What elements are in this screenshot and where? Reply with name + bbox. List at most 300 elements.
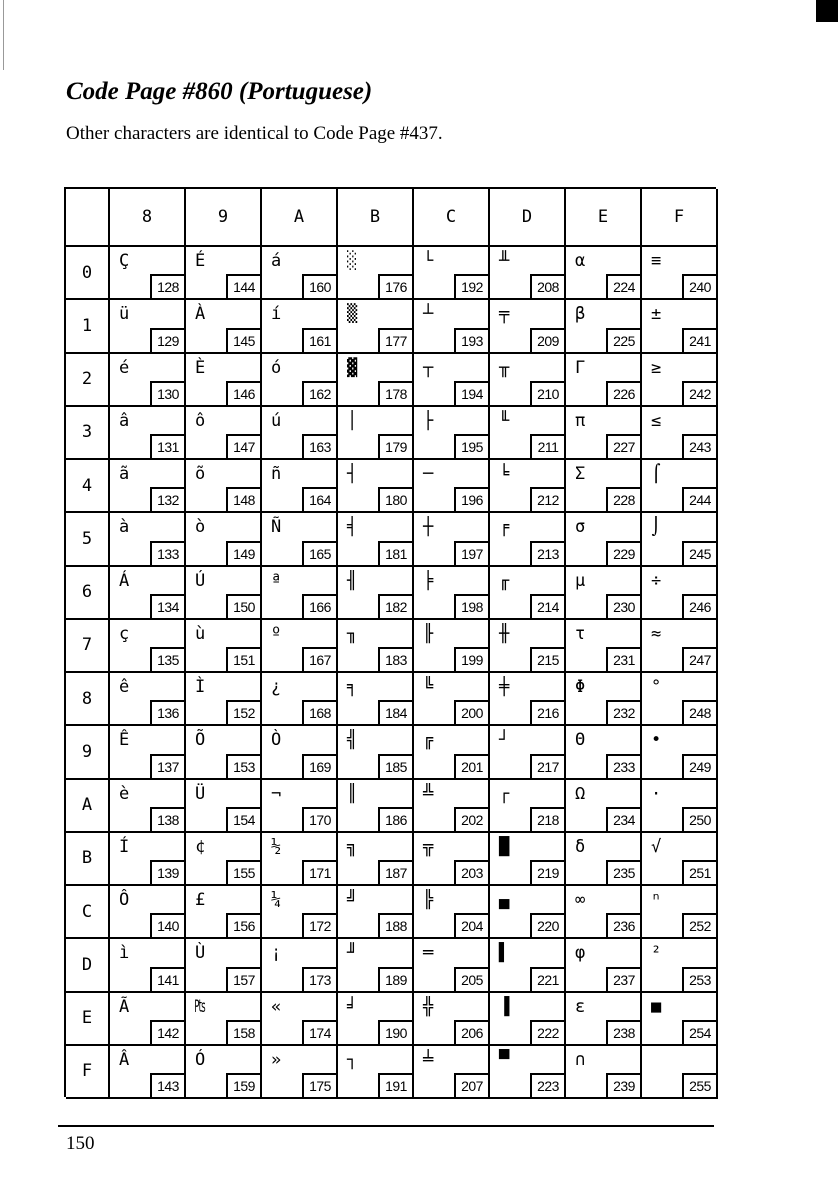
char-code: 218 <box>530 807 564 831</box>
char-cell <box>110 620 186 673</box>
char-cell <box>566 1046 642 1099</box>
char-code: 253 <box>682 967 716 991</box>
page-corner-mark <box>816 0 838 22</box>
char-glyph: ì <box>119 943 130 964</box>
char-cell <box>262 247 338 300</box>
char-code: 141 <box>150 967 184 991</box>
char-code: 250 <box>682 807 716 831</box>
page-title: Code Page #860 (Portuguese) <box>66 78 373 105</box>
char-glyph: ╫ <box>499 623 510 644</box>
char-glyph: é <box>119 357 130 378</box>
char-cell <box>414 1046 490 1099</box>
char-code: 164 <box>302 487 336 511</box>
char-cell <box>338 620 414 673</box>
char-glyph: ± <box>651 304 662 325</box>
char-cell <box>642 1046 718 1099</box>
char-cell <box>110 354 186 407</box>
char-code: 215 <box>530 647 564 671</box>
char-code: 136 <box>150 700 184 724</box>
char-code: 139 <box>150 860 184 884</box>
table-corner <box>66 189 110 247</box>
char-glyph: ã <box>119 464 130 484</box>
char-cell <box>566 407 642 460</box>
char-glyph: » <box>271 1049 282 1070</box>
char-glyph: ▀ <box>499 1049 510 1070</box>
char-cell <box>338 567 414 620</box>
char-cell <box>490 780 566 833</box>
char-cell <box>262 1046 338 1099</box>
char-cell <box>110 833 186 886</box>
char-cell <box>414 247 490 300</box>
char-glyph: τ <box>575 623 586 644</box>
char-cell <box>110 513 186 566</box>
char-glyph: ╜ <box>347 943 358 964</box>
char-glyph: Í <box>119 836 130 857</box>
char-code: 132 <box>150 487 184 511</box>
char-code: 190 <box>378 1020 412 1044</box>
char-glyph: ║ <box>347 783 358 804</box>
char-cell <box>262 513 338 566</box>
char-cell <box>642 726 718 779</box>
row-header: 5 <box>66 513 110 566</box>
char-cell <box>110 300 186 353</box>
char-glyph: ç <box>119 623 130 644</box>
char-cell <box>566 354 642 407</box>
char-code: 214 <box>530 594 564 618</box>
char-cell <box>642 354 718 407</box>
char-code: 128 <box>150 274 184 298</box>
row-header: 4 <box>66 460 110 513</box>
char-glyph: É <box>195 251 206 271</box>
char-glyph: í <box>271 304 282 325</box>
char-code: 207 <box>454 1073 488 1097</box>
char-glyph: ▐ <box>499 996 510 1017</box>
char-code: 183 <box>378 647 412 671</box>
char-cell <box>566 886 642 939</box>
char-cell <box>490 460 566 513</box>
scan-edge-line <box>3 0 4 70</box>
char-cell <box>490 939 566 992</box>
char-cell <box>566 300 642 353</box>
char-cell <box>490 354 566 407</box>
char-glyph: σ <box>575 517 586 538</box>
char-cell <box>490 833 566 886</box>
char-code: 178 <box>378 381 412 405</box>
char-glyph: ¿ <box>271 677 282 697</box>
char-cell <box>186 833 262 886</box>
char-code: 193 <box>454 328 488 352</box>
char-cell <box>490 726 566 779</box>
char-glyph: º <box>271 623 282 644</box>
char-code: 166 <box>302 594 336 618</box>
char-code: 151 <box>226 647 260 671</box>
char-cell <box>414 780 490 833</box>
char-cell <box>414 886 490 939</box>
char-glyph: ╩ <box>423 783 434 804</box>
char-glyph: α <box>575 251 586 271</box>
row-header: 8 <box>66 673 110 726</box>
char-cell <box>566 726 642 779</box>
char-cell <box>490 567 566 620</box>
char-code: 237 <box>606 967 640 991</box>
char-cell <box>642 993 718 1046</box>
char-code: 176 <box>378 274 412 298</box>
char-glyph: á <box>271 251 282 271</box>
char-glyph: Â <box>119 1049 130 1070</box>
char-cell <box>338 993 414 1046</box>
char-glyph: ù <box>195 623 206 644</box>
char-glyph: ┼ <box>423 517 434 538</box>
char-cell <box>262 673 338 726</box>
char-code: 209 <box>530 328 564 352</box>
char-cell <box>642 833 718 886</box>
char-code: 154 <box>226 807 260 831</box>
row-header: F <box>66 1046 110 1099</box>
column-header: F <box>642 189 718 247</box>
char-cell <box>338 407 414 460</box>
char-cell <box>338 939 414 992</box>
char-code: 189 <box>378 967 412 991</box>
char-code: 187 <box>378 860 412 884</box>
char-cell <box>566 567 642 620</box>
char-glyph: Ü <box>195 783 206 804</box>
char-glyph: ╦ <box>423 836 434 857</box>
char-cell <box>338 833 414 886</box>
char-glyph: β <box>575 304 586 325</box>
char-code: 160 <box>302 274 336 298</box>
char-code: 231 <box>606 647 640 671</box>
char-cell <box>110 407 186 460</box>
char-code: 137 <box>150 754 184 778</box>
char-cell <box>414 460 490 513</box>
char-code: 224 <box>606 274 640 298</box>
char-glyph: Σ <box>575 464 586 484</box>
char-cell <box>338 513 414 566</box>
char-glyph: Θ <box>575 730 586 751</box>
char-glyph: ░ <box>347 251 358 271</box>
char-code: 254 <box>682 1020 716 1044</box>
char-glyph: ô <box>195 410 206 431</box>
char-cell <box>566 460 642 513</box>
char-code: 143 <box>150 1073 184 1097</box>
char-cell <box>338 354 414 407</box>
char-glyph: õ <box>195 464 206 484</box>
char-glyph: È <box>195 357 206 378</box>
char-cell <box>490 407 566 460</box>
char-code: 196 <box>454 487 488 511</box>
char-glyph: Ú <box>195 570 206 591</box>
char-cell <box>110 993 186 1046</box>
char-code: 230 <box>606 594 640 618</box>
char-glyph: ╧ <box>423 1049 434 1070</box>
char-code: 234 <box>606 807 640 831</box>
char-code: 200 <box>454 700 488 724</box>
char-cell <box>262 993 338 1046</box>
char-code: 208 <box>530 274 564 298</box>
char-code: 172 <box>302 913 336 937</box>
char-cell <box>642 673 718 726</box>
char-cell <box>566 513 642 566</box>
char-code: 255 <box>682 1073 716 1097</box>
char-code: 155 <box>226 860 260 884</box>
char-glyph: ╤ <box>499 304 510 325</box>
char-cell <box>414 407 490 460</box>
char-cell <box>110 726 186 779</box>
column-header: E <box>566 189 642 247</box>
char-code: 222 <box>530 1020 564 1044</box>
char-code: 174 <box>302 1020 336 1044</box>
char-glyph: ≡ <box>651 251 662 271</box>
char-cell <box>642 513 718 566</box>
char-code: 242 <box>682 381 716 405</box>
char-glyph: │ <box>347 410 358 431</box>
char-cell <box>262 833 338 886</box>
char-glyph: █ <box>499 836 510 857</box>
char-cell <box>338 780 414 833</box>
char-cell <box>490 620 566 673</box>
char-glyph: ª <box>271 570 282 591</box>
char-cell <box>186 460 262 513</box>
char-code: 243 <box>682 434 716 458</box>
char-cell <box>262 726 338 779</box>
char-cell <box>338 1046 414 1099</box>
char-glyph: ▌ <box>499 943 510 964</box>
char-code: 179 <box>378 434 412 458</box>
char-glyph: ¢ <box>195 836 206 857</box>
char-glyph: ╪ <box>499 677 510 697</box>
char-code: 238 <box>606 1020 640 1044</box>
char-glyph: ε <box>575 996 586 1017</box>
char-glyph: ¬ <box>271 783 282 804</box>
char-code: 211 <box>530 434 564 458</box>
char-code: 185 <box>378 754 412 778</box>
column-header: C <box>414 189 490 247</box>
char-cell <box>262 407 338 460</box>
char-glyph: ┤ <box>347 464 358 484</box>
char-code: 239 <box>606 1073 640 1097</box>
char-glyph: ■ <box>651 996 662 1017</box>
char-glyph: ╨ <box>499 251 510 271</box>
column-header: B <box>338 189 414 247</box>
char-code: 130 <box>150 381 184 405</box>
char-code: 158 <box>226 1020 260 1044</box>
char-glyph: Õ <box>195 730 206 751</box>
char-glyph: ├ <box>423 410 434 431</box>
char-code: 202 <box>454 807 488 831</box>
char-cell <box>642 939 718 992</box>
char-code: 195 <box>454 434 488 458</box>
char-glyph: à <box>119 517 130 538</box>
char-code: 198 <box>454 594 488 618</box>
char-cell <box>490 513 566 566</box>
char-cell <box>338 460 414 513</box>
char-glyph: Ô <box>119 890 130 910</box>
char-cell <box>642 247 718 300</box>
char-cell <box>338 300 414 353</box>
char-code: 232 <box>606 700 640 724</box>
char-cell <box>566 247 642 300</box>
char-code: 129 <box>150 328 184 352</box>
char-code: 223 <box>530 1073 564 1097</box>
char-cell <box>186 567 262 620</box>
char-cell <box>414 993 490 1046</box>
char-cell <box>490 1046 566 1099</box>
char-glyph: • <box>651 730 662 751</box>
char-code: 144 <box>226 274 260 298</box>
char-glyph: Ó <box>195 1049 206 1070</box>
char-code: 146 <box>226 381 260 405</box>
char-code: 244 <box>682 487 716 511</box>
char-cell <box>414 354 490 407</box>
char-code: 138 <box>150 807 184 831</box>
char-code: 249 <box>682 754 716 778</box>
char-code: 142 <box>150 1020 184 1044</box>
char-cell <box>186 939 262 992</box>
char-glyph: ╙ <box>499 410 510 431</box>
char-cell <box>642 620 718 673</box>
char-cell <box>414 726 490 779</box>
char-cell <box>490 247 566 300</box>
char-code: 165 <box>302 541 336 565</box>
char-glyph: Ω <box>575 783 586 804</box>
char-cell <box>642 567 718 620</box>
char-cell <box>642 780 718 833</box>
char-code: 177 <box>378 328 412 352</box>
row-header: B <box>66 833 110 886</box>
char-cell <box>186 620 262 673</box>
char-glyph: ñ <box>271 464 282 484</box>
char-code: 228 <box>606 487 640 511</box>
char-glyph: ╓ <box>499 570 510 591</box>
char-cell <box>110 1046 186 1099</box>
char-glyph: £ <box>195 890 206 910</box>
char-glyph: · <box>651 783 662 804</box>
char-cell <box>338 726 414 779</box>
char-cell <box>110 673 186 726</box>
char-cell <box>566 993 642 1046</box>
char-glyph: Ç <box>119 251 130 271</box>
char-code: 204 <box>454 913 488 937</box>
char-glyph: À <box>195 304 206 325</box>
row-header: 9 <box>66 726 110 779</box>
char-cell <box>414 567 490 620</box>
char-glyph: ╝ <box>347 890 358 910</box>
char-glyph: ╒ <box>499 517 510 538</box>
char-glyph: Ê <box>119 730 130 751</box>
char-glyph: ═ <box>423 943 434 964</box>
char-code: 171 <box>302 860 336 884</box>
char-code: 199 <box>454 647 488 671</box>
char-code: 246 <box>682 594 716 618</box>
char-glyph: √ <box>651 836 662 857</box>
char-code: 240 <box>682 274 716 298</box>
char-cell <box>566 673 642 726</box>
char-glyph: ╔ <box>423 730 434 751</box>
char-glyph: ╥ <box>499 357 510 378</box>
char-code: 161 <box>302 328 336 352</box>
char-code: 206 <box>454 1020 488 1044</box>
char-cell <box>414 673 490 726</box>
column-header: 9 <box>186 189 262 247</box>
char-code: 173 <box>302 967 336 991</box>
char-glyph: ∩ <box>575 1049 586 1070</box>
char-cell <box>414 939 490 992</box>
char-code: 201 <box>454 754 488 778</box>
char-glyph: ⁿ <box>651 890 662 910</box>
char-cell <box>110 247 186 300</box>
row-header: C <box>66 886 110 939</box>
row-header: 1 <box>66 300 110 353</box>
char-glyph: ╚ <box>423 677 434 697</box>
char-code: 135 <box>150 647 184 671</box>
char-code: 227 <box>606 434 640 458</box>
char-glyph: ╘ <box>499 464 510 484</box>
char-glyph: Ò <box>271 730 282 751</box>
char-code: 191 <box>378 1073 412 1097</box>
char-cell <box>186 300 262 353</box>
char-glyph: δ <box>575 836 586 857</box>
char-glyph: â <box>119 410 130 431</box>
char-cell <box>110 567 186 620</box>
char-glyph: ▓ <box>347 357 358 378</box>
row-header: E <box>66 993 110 1046</box>
char-cell <box>642 460 718 513</box>
char-glyph: ² <box>651 943 662 964</box>
char-cell <box>262 460 338 513</box>
char-code: 217 <box>530 754 564 778</box>
char-cell <box>262 780 338 833</box>
char-code: 148 <box>226 487 260 511</box>
char-code: 197 <box>454 541 488 565</box>
char-code: 134 <box>150 594 184 618</box>
row-header: 7 <box>66 620 110 673</box>
char-cell <box>642 886 718 939</box>
char-code: 188 <box>378 913 412 937</box>
char-cell <box>414 620 490 673</box>
char-code: 245 <box>682 541 716 565</box>
char-code: 159 <box>226 1073 260 1097</box>
char-glyph: ╛ <box>347 996 358 1017</box>
char-glyph: ≈ <box>651 623 662 644</box>
char-code: 157 <box>226 967 260 991</box>
char-code: 229 <box>606 541 640 565</box>
char-glyph: « <box>271 996 282 1017</box>
char-glyph: ┘ <box>499 730 510 751</box>
char-glyph: ∞ <box>575 890 586 910</box>
char-glyph: ─ <box>423 464 434 484</box>
char-code: 156 <box>226 913 260 937</box>
char-code: 205 <box>454 967 488 991</box>
char-glyph: ╬ <box>423 996 434 1017</box>
char-cell <box>490 673 566 726</box>
char-glyph: Γ <box>575 357 586 378</box>
char-glyph: ≤ <box>651 410 662 431</box>
char-code: 131 <box>150 434 184 458</box>
char-cell <box>186 354 262 407</box>
row-header: 2 <box>66 354 110 407</box>
char-cell <box>262 354 338 407</box>
char-code: 175 <box>302 1073 336 1097</box>
char-code: 163 <box>302 434 336 458</box>
char-cell <box>186 407 262 460</box>
char-glyph: ÷ <box>651 570 662 591</box>
char-glyph: ê <box>119 677 130 697</box>
char-glyph: ╟ <box>423 623 434 644</box>
char-code: 226 <box>606 381 640 405</box>
char-glyph: ½ <box>271 836 282 857</box>
char-cell <box>338 886 414 939</box>
char-glyph: ⌠ <box>651 464 662 484</box>
